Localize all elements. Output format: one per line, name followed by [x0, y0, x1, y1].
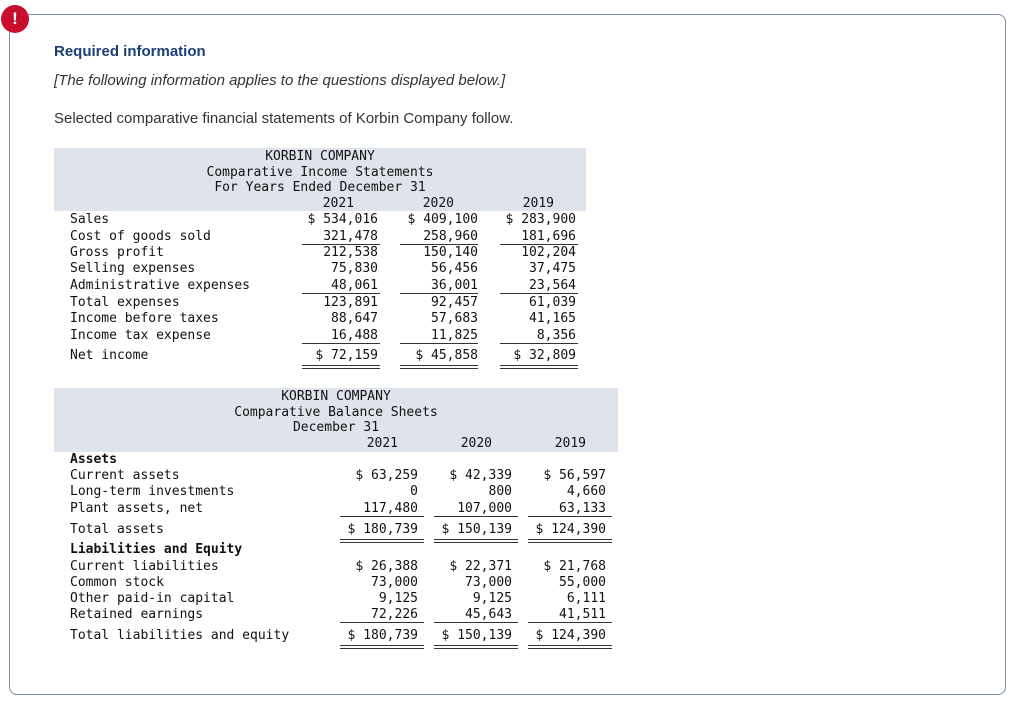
asset-row-value: $ 42,339 — [449, 468, 512, 483]
income-underline — [500, 343, 578, 344]
income-row-value: 11,825 — [431, 328, 478, 343]
income-row-value: 57,683 — [431, 311, 478, 326]
income-row-value: $ 534,016 — [307, 212, 378, 227]
asset-double-underline — [434, 542, 518, 543]
required-info-title: Required information — [54, 43, 206, 60]
asset-row-label: Current assets — [70, 468, 180, 483]
income-statement-period: For Years Ended December 31 — [214, 180, 426, 195]
liability-row-value: $ 21,768 — [543, 559, 606, 574]
asset-row-value: $ 150,139 — [441, 522, 512, 537]
liability-row-value: 73,000 — [371, 575, 418, 590]
asset-underline — [340, 516, 424, 517]
income-row-label: Sales — [70, 212, 110, 227]
income-row-value: 150,140 — [423, 245, 478, 260]
income-double-underline — [500, 365, 578, 366]
liability-double-underline — [340, 648, 424, 649]
income-row-value: 56,456 — [431, 261, 478, 276]
asset-row-label: Long-term investments — [70, 484, 235, 499]
income-row-label: Gross profit — [70, 245, 164, 260]
income-row-value: 212,538 — [323, 245, 378, 260]
income-row-label: Income tax expense — [70, 328, 211, 343]
liability-row-value: $ 180,739 — [347, 628, 418, 643]
balance-company-name: KORBIN COMPANY — [281, 389, 391, 404]
asset-double-underline — [528, 539, 612, 540]
asset-row-value: $ 180,739 — [347, 522, 418, 537]
income-row-value: $ 283,900 — [505, 212, 576, 227]
income-row-value: 23,564 — [529, 278, 576, 293]
asset-double-underline — [340, 539, 424, 540]
liability-double-underline — [528, 648, 612, 649]
liabilities-heading: Liabilities and Equity — [70, 542, 243, 557]
income-row-value: 41,165 — [529, 311, 576, 326]
liability-row-value: $ 124,390 — [535, 628, 606, 643]
income-double-underline — [400, 368, 478, 369]
income-row-label: Cost of goods sold — [70, 229, 211, 244]
income-double-underline — [302, 365, 380, 366]
liability-underline — [528, 622, 612, 623]
income-row-value: 61,039 — [529, 295, 576, 310]
income-row-value: 88,647 — [331, 311, 378, 326]
liability-row-value: 55,000 — [559, 575, 606, 590]
income-row-label: Administrative expenses — [70, 278, 251, 293]
liability-row-label: Other paid-in capital — [70, 591, 235, 606]
asset-underline — [434, 516, 518, 517]
liability-double-underline — [434, 645, 518, 646]
assets-heading: Assets — [70, 452, 117, 467]
asset-double-underline — [340, 542, 424, 543]
asset-row-value: 4,660 — [566, 484, 606, 499]
income-row-value: 258,960 — [423, 229, 478, 244]
liability-double-underline — [434, 648, 518, 649]
liability-underline — [340, 622, 424, 623]
income-row-value: 321,478 — [323, 229, 378, 244]
asset-row-value: 63,133 — [559, 501, 606, 516]
income-double-underline — [500, 368, 578, 369]
asset-row-value: $ 56,597 — [543, 468, 606, 483]
income-company-name: KORBIN COMPANY — [265, 149, 375, 164]
liability-row-value: 45,643 — [465, 607, 512, 622]
income-row-value: $ 72,159 — [315, 348, 378, 363]
balance-year-2020: 2020 — [460, 436, 492, 451]
income-row-label: Total expenses — [70, 295, 180, 310]
income-row-value: 123,891 — [323, 295, 378, 310]
asset-double-underline — [434, 539, 518, 540]
income-statement-title: Comparative Income Statements — [206, 165, 434, 180]
liability-row-value: 6,111 — [566, 591, 606, 606]
liability-row-value: 41,511 — [559, 607, 606, 622]
income-underline — [302, 293, 380, 294]
income-double-underline — [302, 368, 380, 369]
income-underline — [400, 244, 478, 245]
income-year-2020: 2020 — [422, 196, 454, 211]
income-row-value: 92,457 — [431, 295, 478, 310]
asset-row-value: $ 63,259 — [355, 468, 418, 483]
income-row-label: Net income — [70, 348, 149, 363]
income-row-value: $ 45,858 — [415, 348, 478, 363]
income-statement-table — [54, 148, 586, 366]
intro-text: Selected comparative financial statements of Korbin Company follow. — [54, 110, 514, 127]
balance-sheet-period: December 31 — [292, 420, 380, 435]
income-underline — [500, 293, 578, 294]
balance-year-2021: 2021 — [366, 436, 398, 451]
liability-row-label: Retained earnings — [70, 607, 204, 622]
liability-double-underline — [528, 645, 612, 646]
liability-double-underline — [340, 645, 424, 646]
balance-sheet-title: Comparative Balance Sheets — [234, 405, 438, 420]
asset-underline — [528, 516, 612, 517]
income-row-value: 8,356 — [536, 328, 576, 343]
liability-row-value: $ 26,388 — [355, 559, 418, 574]
income-row-value: 102,204 — [521, 245, 576, 260]
asset-double-underline — [528, 542, 612, 543]
income-underline — [302, 343, 380, 344]
asset-row-label: Plant assets, net — [70, 501, 204, 516]
income-year-2019: 2019 — [522, 196, 554, 211]
liability-row-value: 73,000 — [465, 575, 512, 590]
balance-year-2019: 2019 — [554, 436, 586, 451]
income-underline — [500, 244, 578, 245]
income-row-value: 75,830 — [331, 261, 378, 276]
alert-icon: ! — [1, 5, 29, 33]
liability-row-value: 9,125 — [472, 591, 512, 606]
income-row-value: 37,475 — [529, 261, 576, 276]
income-row-value: 36,001 — [431, 278, 478, 293]
income-underline — [400, 343, 478, 344]
asset-row-value: 800 — [488, 484, 512, 499]
asset-row-value: 117,480 — [363, 501, 418, 516]
income-row-value: $ 32,809 — [513, 348, 576, 363]
liability-row-value: $ 150,139 — [441, 628, 512, 643]
income-row-label: Selling expenses — [70, 261, 196, 276]
income-row-label: Income before taxes — [70, 311, 219, 326]
liability-row-label: Common stock — [70, 575, 164, 590]
income-year-2021: 2021 — [322, 196, 354, 211]
income-double-underline — [400, 365, 478, 366]
liability-row-value: 72,226 — [371, 607, 418, 622]
income-row-value: $ 409,100 — [407, 212, 478, 227]
liability-row-label: Total liabilities and equity — [70, 628, 290, 643]
income-underline — [302, 244, 380, 245]
asset-row-value: 107,000 — [457, 501, 512, 516]
asset-row-label: Total assets — [70, 522, 164, 537]
liability-underline — [434, 622, 518, 623]
liability-row-value: $ 22,371 — [449, 559, 512, 574]
asset-row-value: $ 124,390 — [535, 522, 606, 537]
liability-row-label: Current liabilities — [70, 559, 219, 574]
income-row-value: 181,696 — [521, 229, 576, 244]
balance-sheet-table — [54, 388, 618, 653]
income-row-value: 48,061 — [331, 278, 378, 293]
income-underline — [400, 293, 478, 294]
income-row-value: 16,488 — [331, 328, 378, 343]
info-note: [The following information applies to the questions displayed below.] — [54, 72, 506, 89]
liability-row-value: 9,125 — [378, 591, 418, 606]
asset-row-value: 0 — [410, 484, 418, 499]
